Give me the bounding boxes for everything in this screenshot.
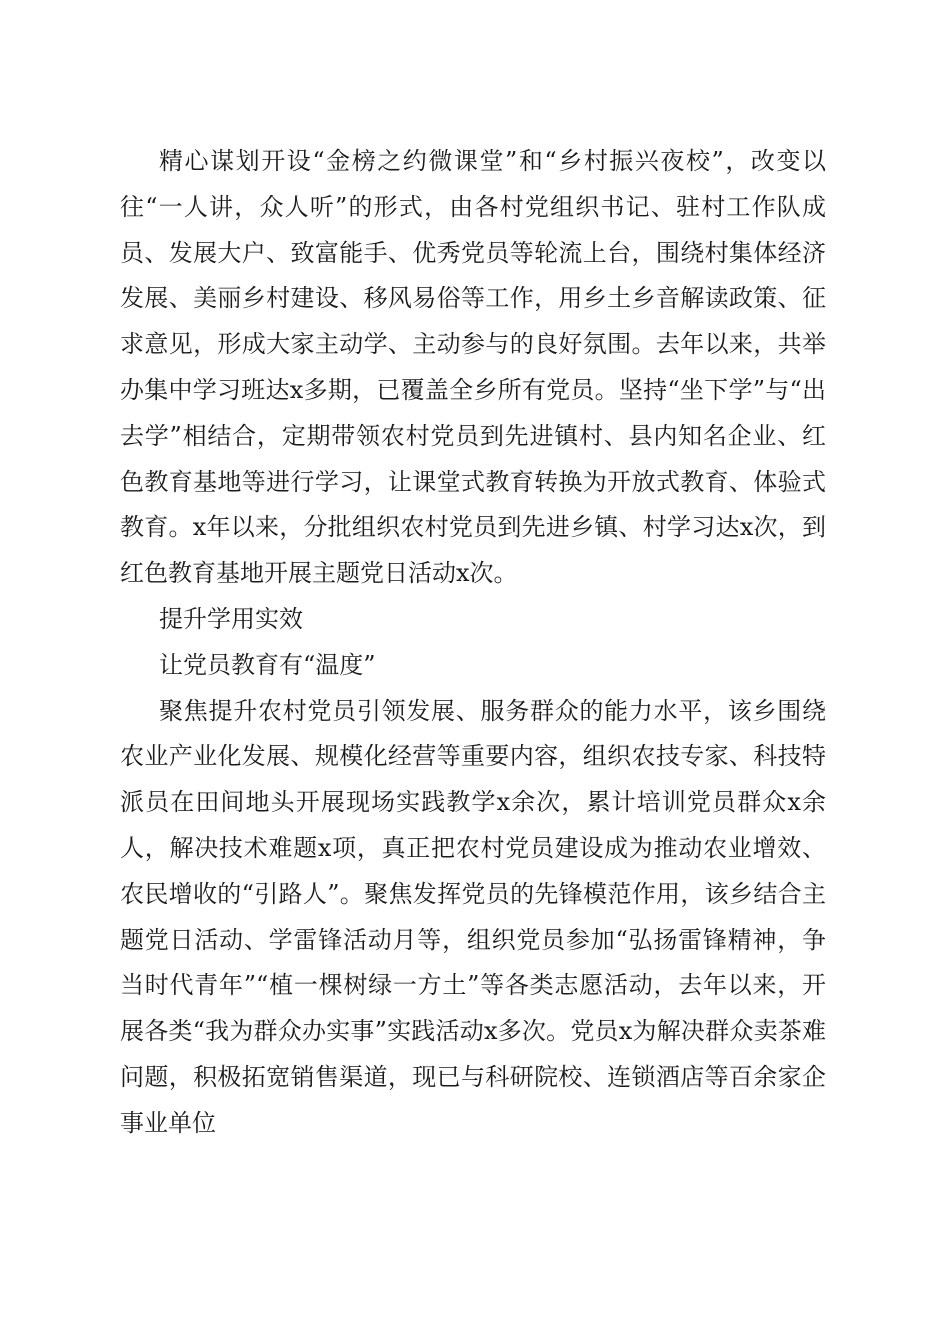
paragraph-study-classes: 精心谋划开设“金榜之约微课堂”和“乡村振兴夜校”，改变以往“一人讲，众人听”的形式，由各村党组织书记、驻村工作队成员、发展大户、致富能手、优秀党员等轮流上台，围绕村集体经济发展、美丽乡村建设、移风易俗等工作，用乡土乡音解读政策、征求意见，形成大家主动学、主动参与的良好氛围。去年以来，共举办集中学习班达x多期，已覆盖全乡所有党员。坚持“坐下学”与“出去学”相结合，定期带领农村党员到先进镇村、县内知名企业、红色教育基地等进行学习，让课堂式教育转换为开放式教育、体验式教育。x年以来，分批组织农村党员到先进乡镇、村学习达x次，到红色教育基地开展主题党日活动x次。 — [120, 147, 826, 588]
paragraph-practice-teaching: 聚焦提升农村党员引领发展、服务群众的能力水平，该乡围绕农业产业化发展、规模化经营等重要内容，组织农技专家、科技特派员在田间地头开展现场实践教学x余次，累计培训党员群众x余人，解决技术难题x项，真正把农村党员建设成为推动农业增效、农民增收的“引路人”。聚焦发挥党员的先锋模范作用，该乡结合主题党日活动、学雷锋活动月等，组织党员参加“弘扬雷锋精神，争当时代青年”“植一棵树绿一方土”等各类志愿活动，去年以来，开展各类“我为群众办实事”实践活动x多次。党员x为解决群众卖茶难问题，积极拓宽销售渠道，现已与科研院校、连锁酒店等百余家企事业单位 — [120, 696, 826, 1137]
section-subheading-warmth: 让党员教育有“温度” — [159, 650, 376, 679]
document-body — [120, 139, 826, 1147]
section-heading-practical-effect: 提升学用实效 — [159, 604, 303, 633]
